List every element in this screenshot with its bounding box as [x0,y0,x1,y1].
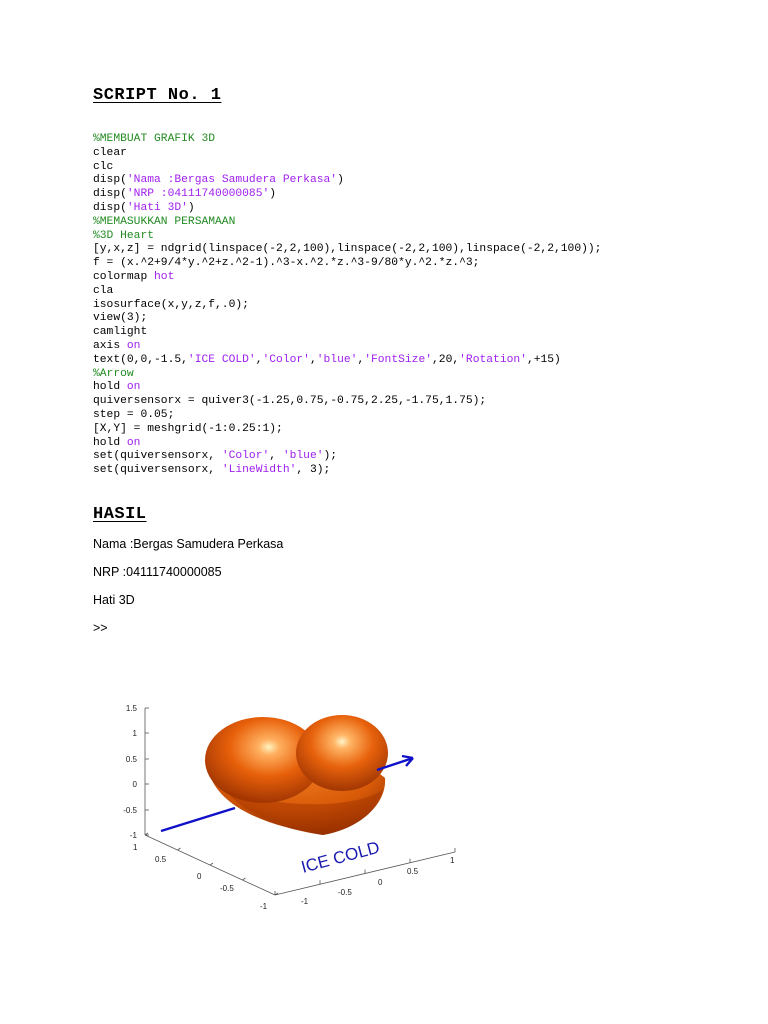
axis-tick [178,848,181,850]
code-text: , [357,353,365,366]
code-line [93,464,601,478]
code-text: f = (x.^2+9/4*y.^2+z.^2-1).^3-x.^2.*z.^3-9/80*y.^2.*z.^3; [93,257,480,270]
code-comment: %MEMASUKKAN PERSAMAAN [93,215,236,228]
code-text: , 3); [296,464,331,477]
code-text: disp( [93,188,127,201]
z-tick-label: 0.5 [125,755,137,764]
code-text: [X,Y] = meshgrid(-1:0.25:1); [93,422,283,435]
code-text: ,+15) [526,353,561,366]
code-line [93,437,601,451]
code-line [93,395,601,409]
code-text: , [255,353,263,366]
code-line [93,230,601,244]
x-tick-label: 0.5 [155,855,167,864]
code-text: ) [187,201,195,214]
x-tick-label: 0 [197,872,202,881]
code-text: clc [93,160,114,173]
code-text: disp( [93,201,127,214]
code-line [93,202,601,216]
code-string: 'NRP :04111740000085' [126,188,270,201]
code-text: isosurface(x,y,z,f,.0); [93,298,249,311]
code-string: on [126,381,141,394]
code-string: 'Nama :Bergas Samudera Perkasa' [126,174,338,187]
script-title: SCRIPT No. 1 [93,86,222,105]
y-tick-label: -0.5 [338,888,352,897]
y-tick-label: 0 [378,878,383,887]
code-text: ,20, [432,353,460,366]
code-comment: %Arrow [93,367,134,380]
axis-tick [243,878,246,880]
code-text: colormap [93,270,155,283]
code-line [93,299,601,313]
code-string: 'blue' [282,450,324,463]
code-comment: %MEMBUAT GRAFIK 3D [93,133,216,145]
code-string: on [126,339,141,352]
code-string: 'LineWidth' [221,464,297,477]
code-line [93,174,601,188]
code-string: hot [154,270,175,283]
heart-isosurface [205,715,388,835]
z-tick-label: -0.5 [123,806,137,815]
code-comment: %3D Heart [93,229,155,242]
code-text: step = 0.05; [93,408,175,421]
code-string: on [126,436,141,449]
output-line-prompt: >> [93,621,108,635]
result-title: HASIL [93,505,147,524]
output-line-name: Nama :Bergas Samudera Perkasa [93,537,284,551]
code-text: set(quiversensorx, [93,464,222,477]
code-line [93,340,601,354]
code-text: ) [269,188,277,201]
code-text: quiversensorx = quiver3(-1.25,0.75,-0.75,2.25,-1.75,1.75); [93,395,487,408]
output-line-hati: Hati 3D [93,593,135,607]
z-tick-label: -1 [129,831,137,840]
code-string: 'blue' [316,353,358,366]
code-text: , [269,450,283,463]
code-line [93,243,601,257]
code-line [93,216,601,230]
code-string: 'FontSize' [364,353,433,366]
code-text: clear [93,146,127,159]
code-text: text(0,0,-1.5, [93,353,188,366]
code-text: disp( [93,174,127,187]
code-text: cla [93,284,114,297]
code-text: ); [323,450,338,463]
code-string: 'Color' [221,450,270,463]
code-line [93,257,601,271]
code-line [93,188,601,202]
code-text: [y,x,z] = ndgrid(linspace(-2,2,100),linspace(-2,2,100),linspace(-2,2,100)); [93,243,602,256]
code-line [93,147,601,161]
code-line [93,423,601,437]
code-line [93,312,601,326]
x-tick-label: 1 [133,843,138,852]
code-text: view(3); [93,312,148,325]
code-text: set(quiversensorx, [93,450,222,463]
code-text: ) [337,174,344,187]
code-string: 'Hati 3D' [126,201,188,214]
y-tick-label: 1 [450,856,455,865]
code-block [93,133,601,478]
code-line [93,285,601,299]
heart-figure [95,690,485,915]
heart-right-lobe [296,715,388,791]
code-line [93,409,601,423]
x-tick-label: -1 [260,902,268,911]
code-line [93,354,601,368]
code-string: 'ICE COLD' [187,353,256,366]
y-tick-label: -1 [301,897,309,906]
z-tick-label: 1.5 [125,704,137,713]
axis-tick [210,863,213,865]
z-tick-label: 0 [132,780,137,789]
code-string: 'Color' [262,353,310,366]
code-line [93,271,601,285]
ice-cold-annotation: ICE COLD [299,837,382,877]
code-string: 'Rotation' [459,353,527,366]
code-line [93,133,601,147]
x-tick-label: -0.5 [220,884,234,893]
quiver-arrow-tail [161,808,235,831]
code-line [93,326,601,340]
code-text: hold [93,436,127,449]
output-line-nrp: NRP :04111740000085 [93,565,222,579]
code-line [93,161,601,175]
code-line [93,368,601,382]
code-line [93,450,601,464]
code-text: , [309,353,317,366]
code-text: axis [93,339,127,352]
z-tick-label: 1 [132,729,137,738]
code-text: hold [93,381,127,394]
code-line [93,381,601,395]
figure-svg [95,690,485,915]
y-tick-label: 0.5 [407,867,419,876]
code-text: camlight [93,326,148,339]
